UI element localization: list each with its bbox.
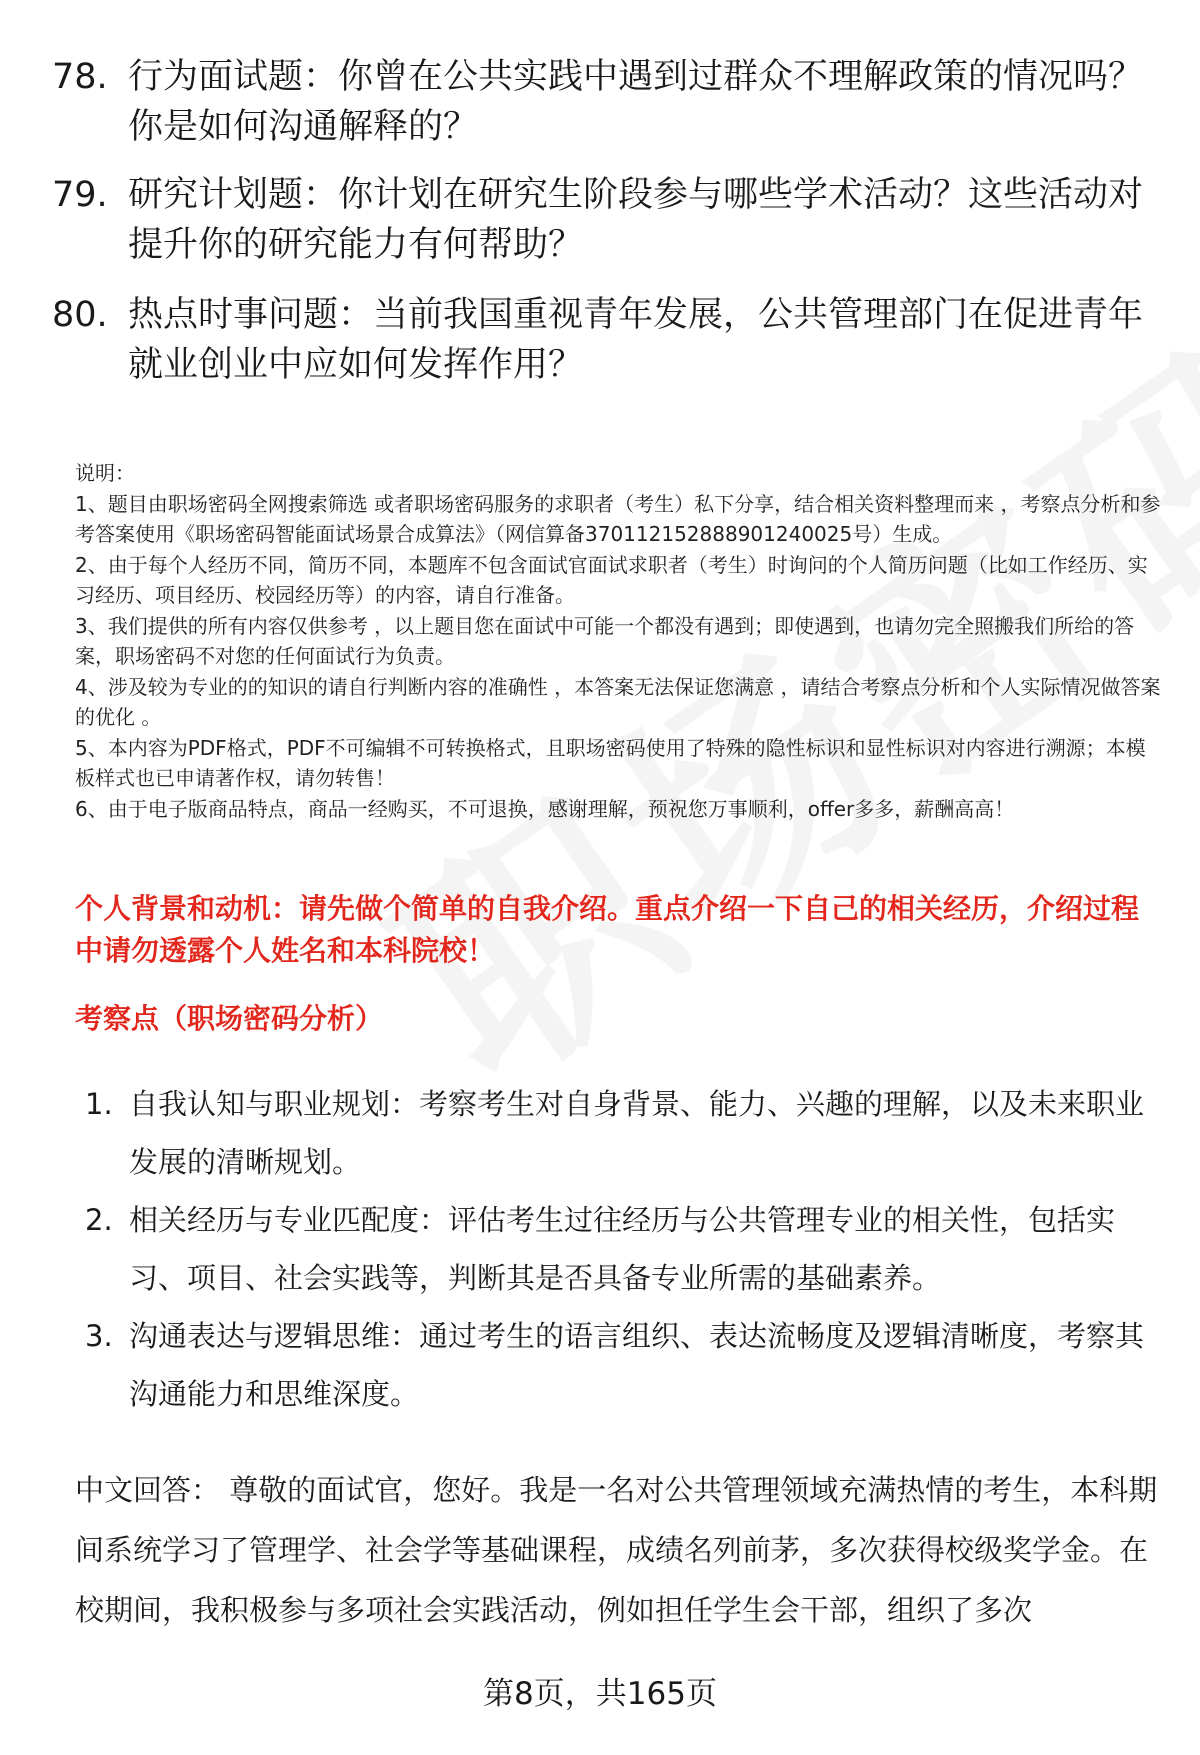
notes-title: 说明： — [75, 461, 135, 485]
question-78 — [52, 52, 1152, 152]
note-item: 3、我们提供的所有内容仅供参考 ，以上题目您在面试中可能一个都没有遇到；即使遇到，也请勿完全照搬我们所给的答案，职场密码不对您的任何面试行为负责。 — [75, 613, 1135, 668]
list-item-text: 相关经历与专业匹配度：评估考生过往经历与公共管理专业的相关性，包括实习、项目、社会实践等，判断其是否具备专业所需的基础素养。 — [129, 1203, 1116, 1295]
note-item: 4、涉及较为专业的的知识的请自行判断内容的准确性 ，本答案无法保证您满意 ，请结合考察点分析和个人实际情况做答案的优化 。 — [75, 674, 1161, 729]
list-item-number: 1. — [85, 1087, 113, 1121]
question-79 — [52, 170, 1152, 270]
answer-paragraph: 中文回答： 尊敬的面试官，您好。我是一名对公共管理领域充满热情的考生，本科期间系统学习了管理学、社会学等基础课程，成绩名列前茅，多次获得校级奖学金。在校期间，我积极参与多项社会实践活动，例如担任学生会干部，组织了多次 — [75, 1473, 1158, 1627]
question-80 — [52, 290, 1152, 390]
points-list — [85, 1075, 1165, 1423]
question-number: 78. — [52, 57, 108, 97]
list-item-number: 2. — [85, 1203, 113, 1237]
note-item: 6、由于电子版商品特点，商品一经购买，不可退换，感谢理解，预祝您万事顺利，offer多多，薪酬高高！ — [75, 796, 1015, 821]
list-item-number: 3. — [85, 1319, 113, 1353]
list-item — [85, 1191, 1165, 1307]
note-item: 1、题目由职场密码全网搜索筛选 或者职场密码服务的求职者（考生）私下分享，结合相关资料整理而来 ，考察点分析和参考答案使用《职场密码智能面试场景合成算法》（网信算备370112152888901240025号）生成。 — [75, 491, 1161, 546]
note-item: 2、由于每个人经历不同，简历不同，本题库不包含面试官面试求职者（考生）时询问的个人简历问题（比如工作经历、实习经历、项目经历、校园经历等）的内容，请自行准备。 — [75, 552, 1148, 607]
list-item — [85, 1307, 1165, 1423]
question-text: 研究计划题：你计划在研究生阶段参与哪些学术活动？这些活动对提升你的研究能力有何帮助？ — [128, 175, 1144, 265]
list-item — [85, 1075, 1165, 1191]
question-number: 79. — [52, 175, 108, 215]
page-footer: 第8页，共165页 — [483, 1676, 717, 1712]
list-item-text: 沟通表达与逻辑思维：通过考生的语言组织、表达流畅度及逻辑清晰度，考察其沟通能力和思维深度。 — [129, 1319, 1145, 1411]
question-text: 行为面试题：你曾在公共实践中遇到过群众不理解政策的情况吗？你是如何沟通解释的？ — [128, 57, 1144, 147]
note-item: 5、本内容为PDF格式，PDF不可编辑不可转换格式，且职场密码使用了特殊的隐性标识和显性标识对内容进行溯源；本模板样式也已申请著作权，请勿转售！ — [75, 735, 1146, 790]
question-number: 80. — [52, 295, 108, 335]
points-title: 考察点（职场密码分析） — [75, 1002, 384, 1035]
list-item-text: 自我认知与职业规划：考察考生对自身背景、能力、兴趣的理解，以及未来职业发展的清晰规划。 — [129, 1087, 1145, 1179]
question-heading: 个人背景和动机：请先做个简单的自我介绍。重点介绍一下自己的相关经历，介绍过程中请勿透露个人姓名和本科院校！ — [75, 892, 1140, 967]
notes-section — [75, 458, 1165, 824]
question-text: 热点时事问题：当前我国重视青年发展，公共管理部门在促进青年就业创业中应如何发挥作用？ — [128, 295, 1144, 385]
